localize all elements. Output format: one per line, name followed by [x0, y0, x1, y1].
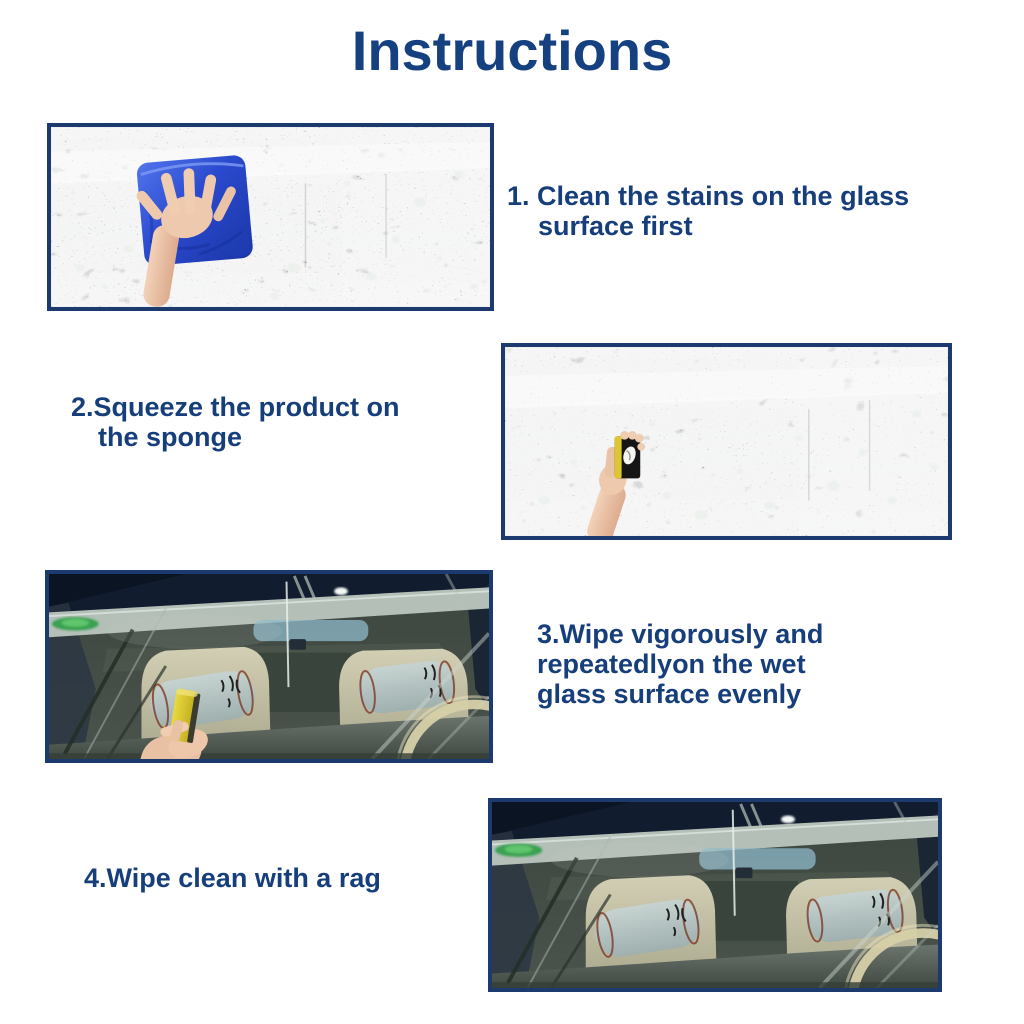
step-3-line: glass surface evenly — [537, 679, 802, 709]
sponge — [615, 436, 640, 478]
step-3-photo — [45, 570, 493, 763]
step-3-line: repeatedlyon the wet — [537, 649, 806, 679]
clean-windshield-scene — [49, 574, 489, 759]
water-stain-speckles — [505, 347, 948, 536]
step-1-line: surface first — [538, 211, 693, 241]
step-3-text — [537, 619, 823, 709]
dirty-windshield-scene — [505, 347, 948, 536]
step-2-line: 2.Squeeze the product on — [71, 392, 400, 422]
rearview-mirror — [736, 868, 753, 879]
step-2-photo — [501, 343, 952, 540]
page-title: Instructions — [351, 19, 673, 82]
step-3-line: 3.Wipe vigorously and — [537, 619, 824, 649]
step-2-line: the sponge — [98, 422, 243, 452]
rearview-mirror — [289, 639, 306, 650]
water-stain-speckles — [51, 127, 490, 307]
step-1-text — [507, 181, 909, 241]
rear-seat — [704, 881, 798, 941]
dirty-windshield-scene — [51, 127, 490, 307]
step-1-line: 1. Clean the stains on the glass — [507, 181, 910, 211]
step-2-text — [71, 392, 400, 452]
step-1-photo — [47, 123, 494, 311]
green-reflection — [52, 617, 99, 630]
clean-windshield-scene — [492, 802, 938, 988]
step-4-line: 4.Wipe clean with a rag — [84, 863, 381, 893]
step-4-text — [84, 863, 381, 893]
green-reflection — [495, 843, 542, 856]
step-4-photo — [488, 798, 942, 992]
rear-seat — [258, 653, 350, 712]
